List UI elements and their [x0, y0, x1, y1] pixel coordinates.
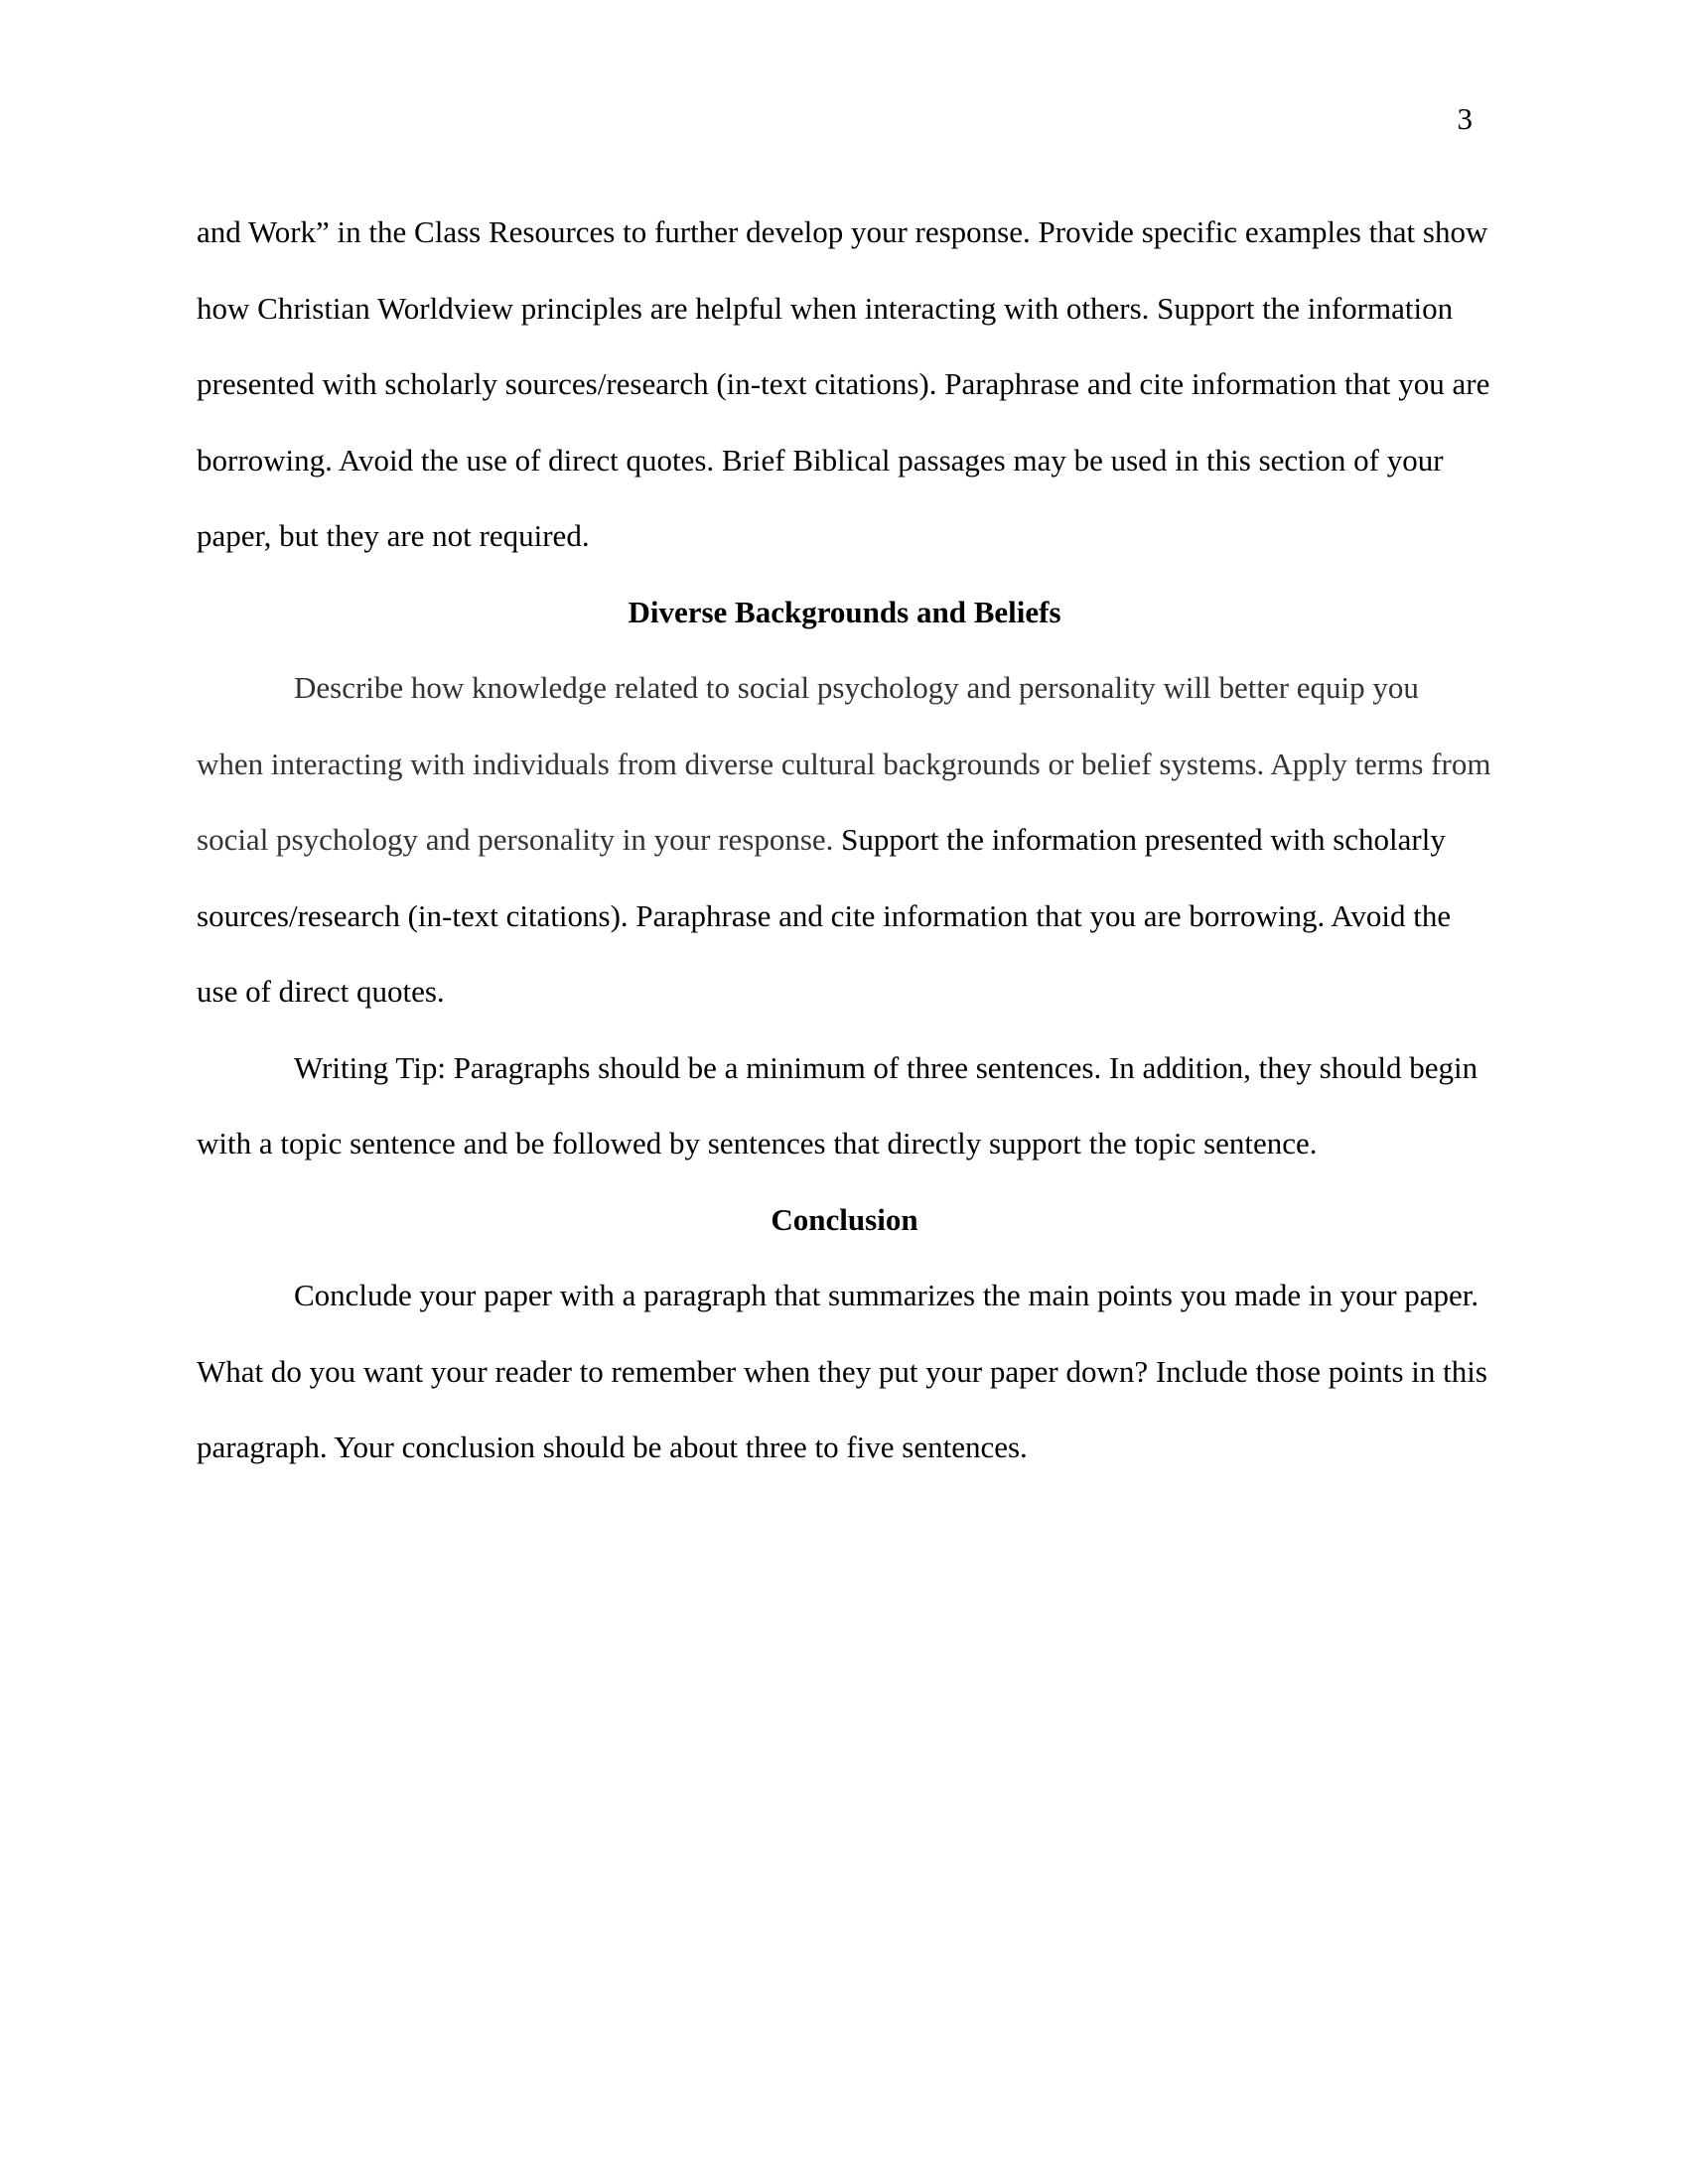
conclusion-paragraph: Conclude your paper with a paragraph that summarizes the main points you made in your paper. What do you want your reader to remember when they put your paper down? Include those points in this paragraph. Your conclusion should be about three to five sentences. [197, 1278, 1487, 1464]
section-heading-conclusion: Conclusion [771, 1201, 918, 1237]
intro-paragraph: and Work” in the Class Resources to further develop your response. Provide specific examples that show how Christian Worldview principles are helpful when interacting with others. Support the information presented with scholarly sources/research (in-text citations). Paraphrase and cite information that you are borrowing. Avoid the use of direct quotes. Brief Biblical passages may be used in this section of your paper, but they are not required. [197, 214, 1490, 553]
page-number: 3 [1457, 101, 1473, 136]
document-body [197, 195, 1492, 1486]
section-heading-diverse-backgrounds: Diverse Backgrounds and Beliefs [628, 594, 1061, 629]
diverse-paragraph-prompt: Describe how knowledge related to social psychology and personality will better equip you when interacting with individuals from diverse cultural backgrounds or belief systems. Apply terms from social psychology and personality in your response. [197, 670, 1491, 857]
diverse-backgrounds-paragraph [197, 650, 1492, 1030]
diverse-paragraph-support: Support the information presented with scholarly sources/research (in-text citations). Paraphrase and cite information that you are borrowing. Avoid the use of direct quotes. [197, 822, 1452, 1009]
writing-tip-paragraph: Writing Tip: Paragraphs should be a minimum of three sentences. In addition, they should begin with a topic sentence and be followed by sentences that directly support the topic sentence. [197, 1049, 1478, 1160]
